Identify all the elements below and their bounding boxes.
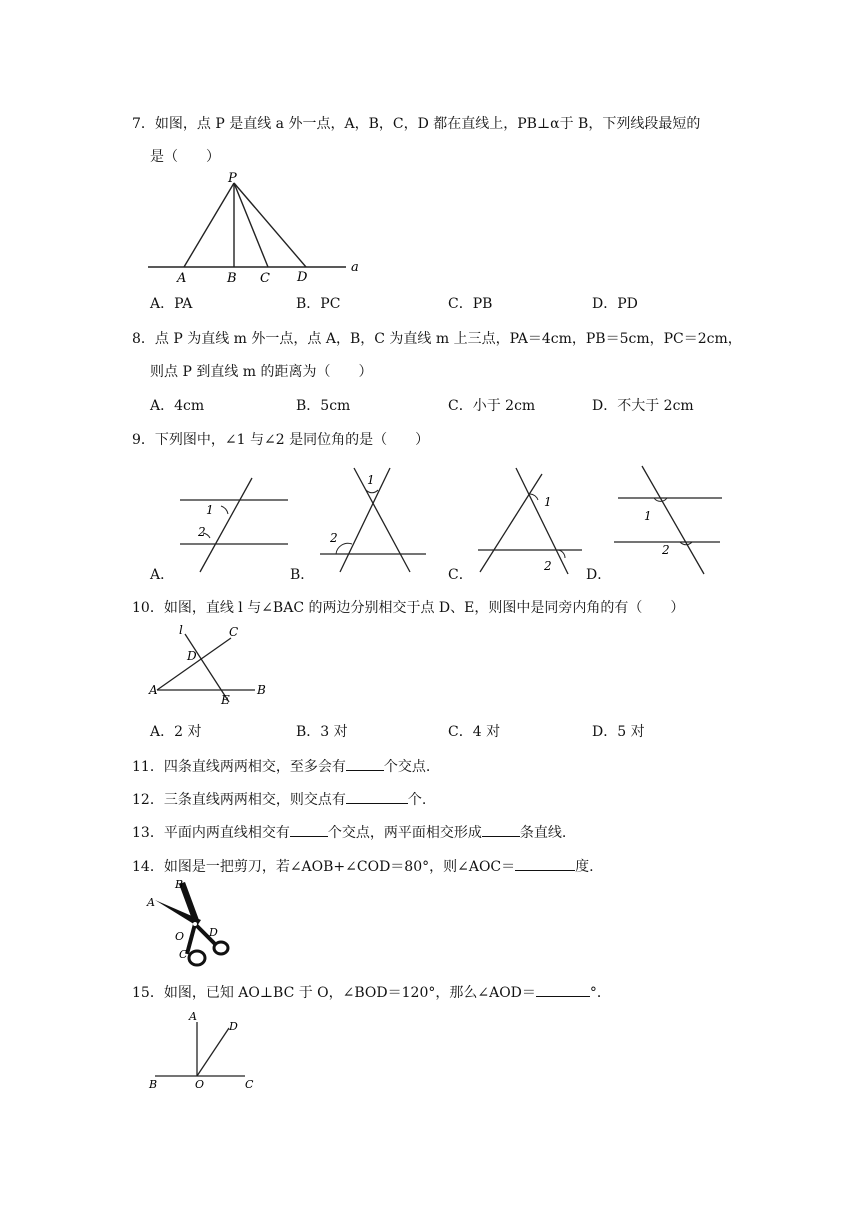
q15-text-before: 15．如图，已知 AO⊥BC 于 O，∠BOD＝120°，那么∠AOD＝ — [132, 985, 536, 1001]
q10-label-E: E — [221, 693, 230, 707]
q7-option-d[interactable]: D．PD — [592, 296, 638, 312]
q7-stem-line1: 7．如图，点 P 是直线 a 外一点，A，B，C，D 都在直线上，PB⊥α于 B，下列线段最短的 — [132, 116, 701, 132]
q9-option-a[interactable]: A． — [150, 567, 175, 583]
q8-option-b[interactable]: B．5cm — [296, 398, 351, 414]
q13-text-after: 条直线. — [519, 825, 567, 841]
q8-stem-line2: 则点 P 到直线 m 的距离为（ ） — [150, 364, 373, 380]
q15-label-C: C — [245, 1078, 254, 1091]
q15-text-after: °． — [589, 985, 611, 1001]
q13-stem — [132, 822, 566, 842]
q15-label-A: A — [189, 1010, 197, 1023]
q10-option-a[interactable]: A．2 对 — [150, 724, 202, 740]
q7-figure — [140, 168, 380, 288]
q8-option-a[interactable]: A．4cm — [150, 398, 205, 414]
q10-label-D: D — [187, 649, 197, 663]
q15-stem — [132, 982, 611, 1002]
q11-text-before: 11．四条直线两两相交，至多会有 — [132, 759, 346, 775]
q11-text-after: 个交点. — [383, 759, 431, 775]
q9-d-angle-2: 2 — [662, 543, 670, 557]
q13-text-before: 13．平面内两直线相交有 — [132, 825, 290, 841]
q13-answer-blank-1[interactable] — [290, 822, 328, 837]
q8-option-d[interactable]: D．不大于 2cm — [592, 398, 694, 414]
q10-option-c[interactable]: C．4 对 — [448, 724, 501, 740]
q7-label-A: A — [177, 271, 187, 286]
q7-option-b[interactable]: B．PC — [296, 296, 341, 312]
q12-text-after: 个. — [407, 792, 427, 808]
q9-figure-a — [170, 478, 300, 578]
q9-c-angle-2: 2 — [544, 559, 552, 573]
q7-label-C: C — [260, 271, 270, 286]
q9-b-angle-1: 1 — [367, 473, 375, 487]
q9-option-c[interactable]: C． — [448, 567, 473, 583]
q14-text-after: 度. — [575, 859, 594, 875]
q11-stem — [132, 756, 430, 776]
q9-b-angle-2: 2 — [330, 531, 338, 545]
q15-label-O: O — [195, 1078, 205, 1091]
q9-d-angle-1: 1 — [644, 509, 652, 523]
q7-label-D: D — [297, 270, 308, 285]
q9-option-b[interactable]: B． — [290, 567, 315, 583]
q7-option-c[interactable]: C．PB — [448, 296, 493, 312]
q14-label-D: D — [209, 926, 218, 939]
q14-answer-blank[interactable] — [515, 856, 575, 871]
q12-text-before: 12．三条直线两两相交，则交点有 — [132, 792, 346, 808]
q14-text-before: 14．如图是一把剪刀，若∠AOB+∠COD＝80°，则∠AOC＝ — [132, 859, 516, 875]
q14-label-C: C — [179, 948, 188, 961]
q14-label-B: B — [175, 878, 184, 891]
q10-label-l: l — [179, 623, 183, 637]
q15-figure — [145, 1008, 265, 1098]
q9-option-d[interactable]: D． — [586, 567, 612, 583]
q7-label-P: P — [228, 171, 237, 186]
q15-label-B: B — [149, 1078, 158, 1091]
q10-label-C: C — [229, 625, 239, 639]
q7-stem-line2: 是（ ） — [150, 149, 220, 165]
q8-option-c[interactable]: C．小于 2cm — [448, 398, 536, 414]
q10-label-A: A — [149, 683, 158, 697]
q10-option-b[interactable]: B．3 对 — [296, 724, 348, 740]
q14-label-O: O — [175, 930, 185, 943]
q11-answer-blank[interactable] — [346, 756, 384, 771]
q9-figure-c — [470, 468, 590, 578]
q13-text-mid: 个交点，两平面相交形成 — [327, 825, 482, 841]
q8-stem-line1: 8．点 P 为直线 m 外一点，点 A，B，C 为直线 m 上三点，PA＝4cm，PB＝5cm，PC＝2cm， — [132, 331, 742, 347]
q14-scissors-figure — [145, 878, 245, 970]
q10-option-d[interactable]: D．5 对 — [592, 724, 645, 740]
q15-answer-blank[interactable] — [536, 982, 590, 997]
q7-option-a[interactable]: A．PA — [150, 296, 193, 312]
q7-label-a: a — [351, 260, 359, 275]
q7-label-B: B — [227, 271, 237, 286]
q10-figure — [145, 622, 275, 712]
q12-answer-blank[interactable] — [346, 789, 408, 804]
q9-a-angle-1: 1 — [206, 503, 214, 517]
q10-label-B: B — [257, 683, 266, 697]
q14-stem — [132, 856, 594, 876]
q10-stem: 10．如图，直线 l 与∠BAC 的两边分别相交于点 D、E，则图中是同旁内角的有（ ） — [132, 600, 685, 616]
q9-a-angle-2: 2 — [198, 525, 206, 539]
q12-stem — [132, 789, 426, 809]
q15-label-D: D — [229, 1020, 238, 1033]
q9-c-angle-1: 1 — [544, 495, 552, 509]
q9-figure-d — [610, 462, 730, 577]
q14-label-A: A — [147, 896, 155, 909]
q9-stem: 9．下列图中，∠1 与∠2 是同位角的是（ ） — [132, 432, 430, 448]
q13-answer-blank-2[interactable] — [482, 822, 520, 837]
q9-figure-b — [310, 468, 440, 578]
